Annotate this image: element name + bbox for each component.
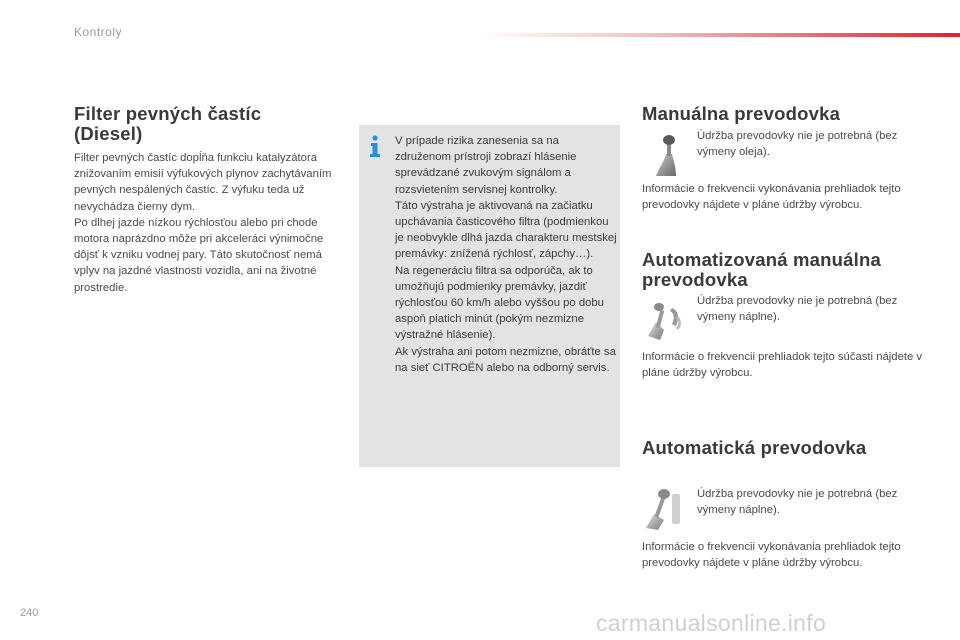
info-icon <box>368 135 382 157</box>
automated-gear-lever-icon <box>642 296 690 346</box>
info-text <box>395 133 617 376</box>
info-paragraph-4: Ak výstraha ani potom nezmizne, obráťte sa na sieť CITROËN alebo na odborný servis. <box>395 345 616 374</box>
manual-gearbox-title: Manuálna prevodovka <box>642 103 841 124</box>
manual-gearbox-info: Informácie o frekvencii vykonávania prehliadok tejto prevodovky nájdete v pláne údržby výrobcu. <box>642 183 901 212</box>
automated-gearbox-info: Informácie o frekvencii prehliadok tejto súčasti nájdete v pláne údržby výrobcu. <box>642 351 923 380</box>
info-paragraph-1: V prípade rizika zanesenia sa na združenom prístroji zobrazí hlásenie sprevádzané zvukovým signálom a rozsvietením servisnej kontrolky. <box>395 135 577 196</box>
info-paragraph-2: Táto výstraha je aktivovaná na začiatku upchávania časticového filtra (podmienkou je neobvykle dlhá jazda charakteru mestskej premávky: znížená rýchlosť, zápchy…). <box>395 199 617 261</box>
info-paragraph-3: Na regeneráciu filtra sa odporúča, ak to umožňujú podmienky premávky, jazdiť rýchlosťou 60 km/h alebo vyššou po dobu aspoň piatich minút (pokým nezmizne výstražné hlásenie). <box>395 264 604 342</box>
header-accent-bar <box>478 33 960 37</box>
automatic-gearbox-intro: Údržba prevodovky nie je potrebná (bez výmeny náplne). <box>697 488 898 517</box>
particle-filter-paragraph-1: Filter pevných častíc dopĺňa funkciu katalyzátora znižovaním emisií výfukových plynov zachytávaním pevných nespálených častíc. Z výfuku teda už nevychádza čierny dym. <box>74 152 332 213</box>
header-title: Kontroly <box>74 25 123 39</box>
particle-filter-body <box>74 150 344 296</box>
particle-filter-paragraph-2: Po dlhej jazde nízkou rýchlosťou alebo pri chode motora naprázdno môže pri akceleráci výnimočne dôjsť k vzniku vodnej pary. Táto skutočnosť nemá vplyv na jazdné vlastnosti vozidla, ani na životné prostredie. <box>74 216 324 294</box>
manual-gearbox-intro: Údržba prevodovky nie je potrebná (bez výmeny oleja). <box>697 130 898 159</box>
automatic-gearbox-info: Informácie o frekvencii vykonávania prehliadok tejto prevodovky nájdete v pláne údržby výrobcu. <box>642 541 901 570</box>
automated-gearbox-intro: Údržba prevodovky nie je potrebná (bez výmeny náplne). <box>697 295 898 324</box>
automatic-gear-lever-icon <box>642 484 690 534</box>
automated-gearbox-title: Automatizovaná manuálna prevodovka <box>642 249 881 290</box>
watermark: carmanualsonline.info <box>596 610 827 636</box>
particle-filter-title: Filter pevných častíc (Diesel) <box>74 103 262 144</box>
manual-gear-lever-icon <box>642 132 690 182</box>
automatic-gearbox-title: Automatická prevodovka <box>642 437 867 458</box>
page-number: 240 <box>20 607 39 619</box>
